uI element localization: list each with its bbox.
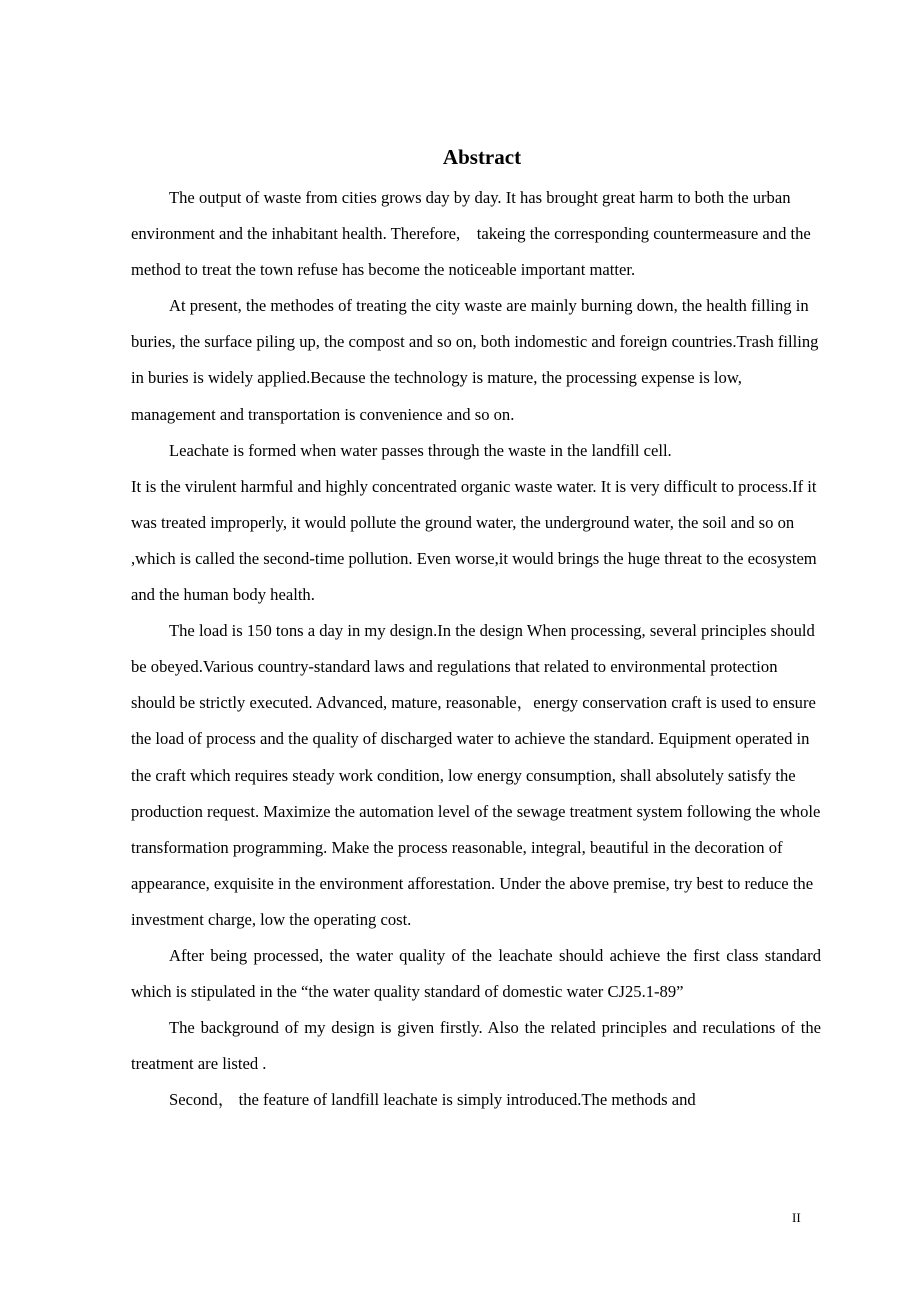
paragraph-2: At present, the methodes of treating the city waste are mainly burning down, the health filling in buries, the surface piling up, the compost and so on, both indomestic and foreign countries.Trash filling in buries is widely applied.Because the technology is mature, the processing expense is low, management and transportation is convenience and so on. (131, 296, 819, 424)
page-title: Abstract (442, 145, 522, 169)
paragraph-5: The load is 150 tons a day in my design.In the design When processing, several principles should be obeyed.Various country-standard laws and regulations that related to environmental protection should be strictly executed. Advanced, mature, reasonable，energy conservation craft is used to ensure the load of process and the quality of discharged water to achieve the standard. Equipment operated in the craft which requires steady work condition, low energy consumption, shall absolutely satisfy the production request. Maximize the automation level of the sewage treatment system following the whole transformation programming. Make the process reasonable, integral, beautiful in the decoration of appearance, exquisite in the environment afforestation. Under the above premise, try best to reduce the investment charge, low the operating cost. (131, 621, 821, 929)
paragraph-1: The output of waste from cities grows day by day. It has brought great harm to both the urban environment and the inhabitant health. Therefore, takeing the corresponding countermeasure and the method to treat the town refuse has become the noticeable important matter. (131, 188, 811, 280)
abstract-body (131, 180, 821, 1118)
paragraph-4: It is the virulent harmful and highly concentrated organic waste water. It is very difficult to process.If it was treated improperly, it would pollute the ground water, the underground water, the soil and so on ,which is called the second-time pollution. Even worse,it would brings the huge threat to the ecosystem and the human body health. (131, 476, 817, 605)
page-number: II (792, 1210, 801, 1225)
paragraph-3: Leachate is formed when water passes through the waste in the landfill cell. (169, 440, 672, 460)
paragraph-8: Second， the feature of landfill leachate is simply introduced.The methods and (169, 1090, 696, 1110)
paragraph-7: The background of my design is given firstly. Also the related principles and reculations of the treatment are listed . (131, 1018, 821, 1074)
paragraph-6: After being processed, the water quality of the leachate should achieve the first class standard which is stipulated in the “the water quality standard of domestic water CJ25.1-89” (131, 945, 821, 1002)
